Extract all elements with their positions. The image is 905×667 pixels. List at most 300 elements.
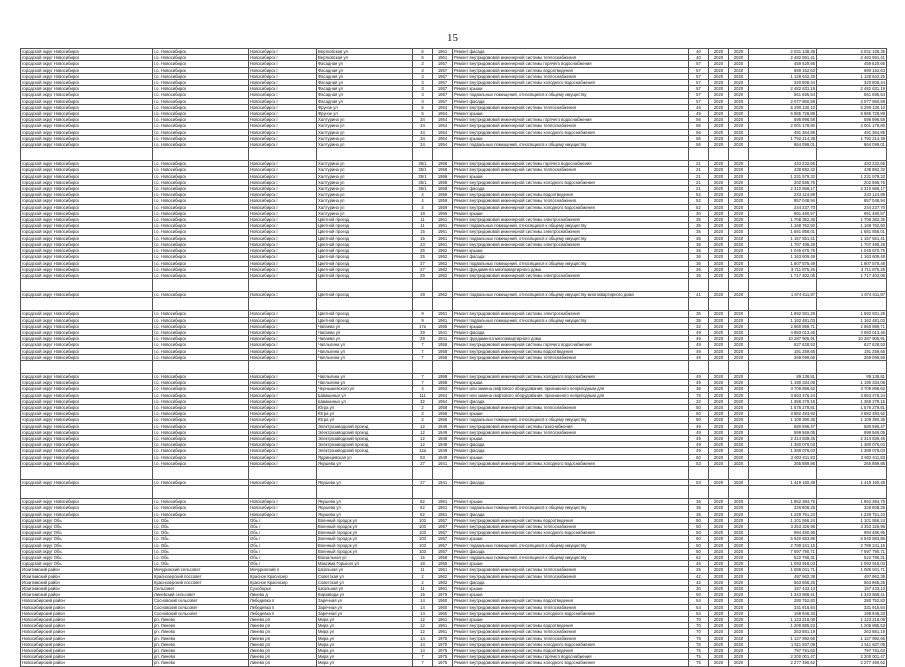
total-cost-cell: 2 077 860,59: [817, 98, 887, 104]
district-cell: городской округ Новосибирск: [21, 354, 153, 360]
house-cell: 3: [413, 73, 433, 79]
locality-cell: Новосибирск г: [249, 86, 317, 92]
cost-cell: 5 290 130,10: [749, 104, 817, 110]
year-start-cell: 2020: [709, 561, 729, 567]
house-cell: 32: [413, 398, 433, 404]
work-type-cell: Ремонт внутридомовой инженерной системы холодного водоснабжения: [453, 610, 689, 616]
locality-cell: Новосибирск г: [249, 292, 317, 298]
year-start-cell: 2020: [709, 104, 729, 110]
year-built-cell: 1958: [433, 380, 453, 386]
house-cell: 103: [413, 517, 433, 523]
spacer-cell: [689, 466, 709, 479]
municipality-cell: г.о. Новосибирск: [153, 49, 249, 55]
year-end-cell: 2020: [729, 92, 749, 98]
total-cost-cell: 1 358 279,15: [817, 398, 887, 404]
work-type-cell: Ремонт крыши: [453, 536, 689, 542]
year-built-cell: 1958: [433, 555, 453, 561]
spacer-cell: [317, 298, 413, 311]
wear-cell: 49: [689, 448, 709, 454]
year-start-cell: 2020: [709, 192, 729, 198]
street-cell: Мира ул: [317, 641, 413, 647]
year-start-cell: 2020: [709, 111, 729, 117]
total-cost-cell: 690 152,63: [817, 67, 887, 73]
total-cost-cell: 433 232,65: [817, 161, 887, 167]
year-start-cell: 2020: [709, 55, 729, 61]
cost-cell: 1 380 076,03: [749, 442, 817, 448]
wear-cell: 54: [689, 604, 709, 610]
work-type-cell: Ремонт внутридомовой инженерной системы горячего водоснабжения: [453, 117, 689, 123]
district-cell: городской округ Новосибирск: [21, 266, 153, 272]
district-cell: городской округ Новосибирск: [21, 248, 153, 254]
total-cost-cell: 3 663 476,24: [817, 392, 887, 398]
year-start-cell: 2020: [709, 329, 729, 335]
total-cost-cell: 269 099,66: [817, 354, 887, 360]
total-cost-cell: 2 277 490,62: [817, 660, 887, 666]
work-type-cell: Ремонт крыши: [453, 435, 689, 441]
spacer-cell: [21, 486, 153, 499]
cost-cell: 3 663 476,24: [749, 392, 817, 398]
street-cell: Чаплыгина ул: [317, 354, 413, 360]
locality-cell: Новосибирск г: [249, 235, 317, 241]
house-cell: 12а: [413, 448, 433, 454]
district-cell: городской округ Новосибирск: [21, 329, 153, 335]
municipality-cell: рп. Линево: [153, 641, 249, 647]
cost-cell: 263 881,19: [749, 629, 817, 635]
year-start-cell: 2020: [709, 598, 729, 604]
municipality-cell: г.о. Новосибирск: [153, 505, 249, 511]
year-built-cell: 1954: [433, 135, 453, 141]
spacer-cell: [729, 486, 749, 499]
year-built-cell: 1961: [433, 317, 453, 323]
year-built-cell: 1962: [433, 248, 453, 254]
work-type-cell: Ремонт фасада: [453, 186, 689, 192]
year-built-cell: 1961: [433, 511, 453, 517]
total-cost-cell: 263 881,19: [817, 629, 887, 635]
year-start-cell: 2020: [709, 373, 729, 379]
district-cell: городской округ Новосибирск: [21, 417, 153, 423]
cost-cell: 1 231 579,32: [749, 173, 817, 179]
total-cost-cell: 1 576 278,81: [817, 404, 887, 410]
year-built-cell: 1962: [433, 266, 453, 272]
district-cell: городской округ Новосибирск: [21, 442, 153, 448]
wear-cell: 60: [689, 454, 709, 460]
locality-cell: Линево рп: [249, 660, 317, 666]
wear-cell: 56: [689, 123, 709, 129]
total-cost-cell: 522 786,31: [817, 555, 887, 561]
wear-cell: 35: [689, 235, 709, 241]
locality-cell: Новосибирск г: [249, 435, 317, 441]
wear-cell: 50: [689, 530, 709, 536]
street-cell: Электрозаводский проезд: [317, 435, 413, 441]
cost-cell: 1 511 837,09: [749, 641, 817, 647]
year-start-cell: 2020: [709, 117, 729, 123]
work-type-cell: Ремонт внутридомовой инженерной системы холодного водоснабжения: [453, 530, 689, 536]
house-cell: 3: [413, 98, 433, 104]
street-cell: Цветной проезд: [317, 248, 413, 254]
district-cell: городской округ Новосибирск: [21, 123, 153, 129]
year-start-cell: 2020: [709, 49, 729, 55]
street-cell: Военный городок ул: [317, 524, 413, 530]
year-end-cell: 2020: [729, 229, 749, 235]
work-type-cell: Ремонт фасада: [453, 548, 689, 554]
street-cell: Цветной проезд: [317, 241, 413, 247]
total-cost-cell: 4 993 013,46: [817, 329, 887, 335]
year-start-cell: 2020: [709, 479, 729, 485]
work-type-cell: Ремонт фасада: [453, 98, 689, 104]
work-type-cell: Ремонт внутридомовой инженерной системы водоотведения: [453, 598, 689, 604]
total-cost-cell: 991 480,57: [817, 210, 887, 216]
district-cell: городской округ Новосибирск: [21, 217, 153, 223]
spacer-cell: [817, 466, 887, 479]
street-cell: Халтурина ул: [317, 123, 413, 129]
total-cost-cell: 244 237,70: [817, 204, 887, 210]
district-cell: городской округ Обь: [21, 530, 153, 536]
wear-cell: 57: [689, 86, 709, 92]
house-cell: 103: [413, 524, 433, 530]
year-end-cell: 2020: [729, 660, 749, 666]
table-body: [21, 49, 887, 667]
house-cell: 7: [413, 380, 433, 386]
total-cost-cell: 1 206 885,53: [817, 623, 887, 629]
municipality-cell: г.о. Новосибирск: [153, 142, 249, 148]
municipality-cell: Сосновский сельсовет: [153, 610, 249, 616]
district-cell: Новосибирский район: [21, 654, 153, 660]
cost-cell: 1 707 496,28: [749, 241, 817, 247]
work-type-cell: Ремонт подвальных помещений, относящихся к общему имуществу: [453, 505, 689, 511]
street-cell: Халтурина ул: [317, 135, 413, 141]
work-type-cell: Ремонт крыши: [453, 210, 689, 216]
wear-cell: 75: [689, 648, 709, 654]
district-cell: городской округ Новосибирск: [21, 317, 153, 323]
district-cell: городской округ Обь: [21, 548, 153, 554]
year-built-cell: 1957: [433, 86, 453, 92]
municipality-cell: г.о. Обь: [153, 517, 249, 523]
table-spacer-row: [21, 360, 887, 373]
street-cell: Заречная ул: [317, 604, 413, 610]
house-cell: 14: [413, 641, 433, 647]
street-cell: Югра ул: [317, 417, 413, 423]
capital-repair-table: [20, 48, 887, 667]
year-end-cell: 2020: [729, 49, 749, 55]
locality-cell: Новосибирск г: [249, 210, 317, 216]
year-built-cell: 1955: [433, 323, 453, 329]
cost-cell: 1 792 214,39: [749, 135, 817, 141]
wear-cell: 49: [689, 423, 709, 429]
street-cell: Школьная ул: [317, 586, 413, 592]
district-cell: городской округ Новосибирск: [21, 429, 153, 435]
municipality-cell: рп. Линево: [153, 629, 249, 635]
municipality-cell: г.о. Новосибирск: [153, 323, 249, 329]
year-end-cell: 2020: [729, 167, 749, 173]
municipality-cell: г.о. Новосибирск: [153, 380, 249, 386]
spacer-cell: [729, 466, 749, 479]
cost-cell: 1 168 762,50: [749, 223, 817, 229]
year-built-cell: 1941: [433, 460, 453, 466]
district-cell: городской округ Новосибирск: [21, 167, 153, 173]
house-cell: 11: [413, 217, 433, 223]
cost-cell: 2 660 899,71: [749, 323, 817, 329]
house-cell: 35/1: [413, 161, 433, 167]
total-cost-cell: 5 290 130,10: [817, 104, 887, 110]
house-cell: 34: [413, 129, 433, 135]
year-built-cell: 1954: [433, 104, 453, 110]
municipality-cell: г.о. Новосибирск: [153, 429, 249, 435]
municipality-cell: г.о. Новосибирск: [153, 173, 249, 179]
spacer-cell: [153, 486, 249, 499]
work-type-cell: Ремонт крыши: [453, 323, 689, 329]
year-built-cell: 1958: [433, 404, 453, 410]
year-start-cell: 2020: [709, 217, 729, 223]
work-type-cell: Ремонт внутридомовой инженерной системы электроснабжения: [453, 272, 689, 278]
year-end-cell: 2020: [729, 254, 749, 260]
work-type-cell: Ремонт или замена лифтового оборудования, признанного непригодным для: [453, 386, 689, 392]
street-cell: Военный городок ул: [317, 530, 413, 536]
locality-cell: Новосибирск г: [249, 448, 317, 454]
year-built-cell: 1962: [433, 292, 453, 298]
year-end-cell: 2020: [729, 235, 749, 241]
house-cell: 35/1: [413, 167, 433, 173]
wear-cell: 75: [689, 654, 709, 660]
spacer-cell: [317, 279, 413, 292]
wear-cell: 45: [689, 561, 709, 567]
work-type-cell: Ремонт внутридомовой инженерной системы холодного водоснабжения: [453, 129, 689, 135]
house-cell: 11: [413, 223, 433, 229]
cost-cell: 3 709 896,62: [749, 386, 817, 392]
house-cell: 29: [413, 336, 433, 342]
municipality-cell: г.о. Новосибирск: [153, 111, 249, 117]
cost-cell: 1 157 551,41: [749, 235, 817, 241]
district-cell: городской округ Новосибирск: [21, 336, 153, 342]
locality-cell: Новосибирск г: [249, 272, 317, 278]
cost-cell: 2 031 138,35: [749, 49, 817, 55]
street-cell: Халтурина ул: [317, 192, 413, 198]
cost-cell: 1 717 402,06: [749, 272, 817, 278]
year-built-cell: 1975: [433, 648, 453, 654]
locality-cell: Новосибирск г: [249, 179, 317, 185]
municipality-cell: г.о. Новосибирск: [153, 460, 249, 466]
locality-cell: Новосибирск г: [249, 192, 317, 198]
locality-cell: Лебедевка п: [249, 610, 317, 616]
total-cost-cell: 2 602 611,83: [817, 454, 887, 460]
total-cost-cell: 1 086 041,71: [817, 567, 887, 573]
wear-cell: 57: [689, 80, 709, 86]
locality-cell: Новосибирск г: [249, 311, 317, 317]
work-type-cell: Ремонт фундамента многоквартирного дома: [453, 266, 689, 272]
locality-cell: Новосибирск г: [249, 173, 317, 179]
house-cell: 4: [413, 198, 433, 204]
locality-cell: Обь г: [249, 548, 317, 554]
work-type-cell: Ремонт внутридомовой инженерной системы теплоснабжения: [453, 73, 689, 79]
spacer-cell: [749, 298, 817, 311]
locality-cell: Новосибирск г: [249, 217, 317, 223]
locality-cell: Красное Краснозер: [249, 579, 317, 585]
cost-cell: 563 866,25: [749, 579, 817, 585]
street-cell: Советская ул: [317, 579, 413, 585]
locality-cell: Новосибирск г: [249, 404, 317, 410]
total-cost-cell: 580 596,47: [817, 423, 887, 429]
municipality-cell: г.о. Обь: [153, 548, 249, 554]
wear-cell: 35: [689, 317, 709, 323]
total-cost-cell: 596 996,58: [817, 117, 887, 123]
district-cell: городской округ Новосибирск: [21, 342, 153, 348]
street-cell: Халтурина ул: [317, 179, 413, 185]
wear-cell: 45: [689, 104, 709, 110]
year-built-cell: 1961: [433, 217, 453, 223]
year-start-cell: 2020: [709, 573, 729, 579]
district-cell: городской округ Новосибирск: [21, 104, 153, 110]
house-cell: 15: [413, 592, 433, 598]
year-start-cell: 2020: [709, 223, 729, 229]
year-end-cell: 2020: [729, 610, 749, 616]
house-cell: 62: [413, 511, 433, 517]
cost-cell: 2 789 241,15: [749, 542, 817, 548]
wear-cell: 35: [689, 217, 709, 223]
locality-cell: Новосибирск г: [249, 499, 317, 505]
year-built-cell: 1975: [433, 641, 453, 647]
year-end-cell: 2020: [729, 386, 749, 392]
total-cost-cell: 561 695,54: [817, 92, 887, 98]
spacer-cell: [817, 360, 887, 373]
year-end-cell: 2020: [729, 586, 749, 592]
year-start-cell: 2020: [709, 179, 729, 185]
year-end-cell: 2020: [729, 210, 749, 216]
street-cell: Фасадная ул: [317, 92, 413, 98]
street-cell: Чапаева ул: [317, 336, 413, 342]
year-built-cell: 1958: [433, 342, 453, 348]
wear-cell: 30: [689, 210, 709, 216]
year-built-cell: 1961: [433, 499, 453, 505]
wear-cell: 70: [689, 617, 709, 623]
total-cost-cell: 3 709 896,62: [817, 386, 887, 392]
spacer-cell: [453, 148, 689, 161]
street-cell: Югра ул: [317, 404, 413, 410]
cost-cell: 497 962,39: [749, 573, 817, 579]
wear-cell: 75: [689, 392, 709, 398]
total-cost-cell: 1 708 362,35: [817, 217, 887, 223]
locality-cell: Новосибирск г: [249, 129, 317, 135]
work-type-cell: Ремонт крыши: [453, 173, 689, 179]
year-end-cell: 2020: [729, 398, 749, 404]
total-cost-cell: 3 711 875,25: [817, 266, 887, 272]
house-cell: 14: [413, 604, 433, 610]
year-start-cell: 2020: [709, 617, 729, 623]
cost-cell: 233 124,89: [749, 192, 817, 198]
house-cell: 35/1: [413, 186, 433, 192]
district-cell: городской округ Новосибирск: [21, 323, 153, 329]
municipality-cell: г.о. Новосибирск: [153, 117, 249, 123]
street-cell: Цветной проезд: [317, 260, 413, 266]
wear-cell: 21: [689, 173, 709, 179]
wear-cell: 32: [689, 323, 709, 329]
total-cost-cell: 627 628,53: [817, 342, 887, 348]
district-cell: городской округ Новосибирск: [21, 254, 153, 260]
work-type-cell: Ремонт подвальных помещений, относящихся к общему имуществу: [453, 92, 689, 98]
total-cost-cell: 326 808,25: [817, 505, 887, 511]
house-cell: 62: [413, 499, 433, 505]
district-cell: городской округ Новосибирск: [21, 67, 153, 73]
year-end-cell: 2020: [729, 173, 749, 179]
year-end-cell: 2020: [729, 561, 749, 567]
wear-cell: 53: [689, 460, 709, 466]
municipality-cell: г.о. Новосибирск: [153, 499, 249, 505]
spacer-cell: [453, 298, 689, 311]
municipality-cell: г.о. Обь: [153, 542, 249, 548]
street-cell: Максима Горького ул: [317, 561, 413, 567]
spacer-cell: [749, 466, 817, 479]
wear-cell: 57: [689, 73, 709, 79]
cost-cell: 2 001 178,80: [749, 123, 817, 129]
district-cell: Искитимский район: [21, 567, 153, 573]
year-start-cell: 2020: [709, 98, 729, 104]
spacer-cell: [317, 466, 413, 479]
spacer-cell: [817, 148, 887, 161]
district-cell: городской округ Новосибирск: [21, 129, 153, 135]
cost-cell: 797 781,63: [749, 648, 817, 654]
wear-cell: 36: [689, 499, 709, 505]
total-cost-cell: 2 310 868,17: [817, 186, 887, 192]
work-type-cell: Ремонт внутридомовой инженерной системы газоснабжения: [453, 423, 689, 429]
year-end-cell: 2020: [729, 517, 749, 523]
year-start-cell: 2020: [709, 579, 729, 585]
wear-cell: 57: [689, 98, 709, 104]
municipality-cell: г.о. Новосибирск: [153, 248, 249, 254]
locality-cell: Новосибирск г: [249, 186, 317, 192]
year-start-cell: 2020: [709, 380, 729, 386]
district-cell: городской округ Новосибирск: [21, 192, 153, 198]
municipality-cell: г.о. Новосибирск: [153, 329, 249, 335]
year-end-cell: 2020: [729, 524, 749, 530]
district-cell: Новосибирский район: [21, 660, 153, 666]
street-cell: Военный городок ул: [317, 548, 413, 554]
district-cell: городской округ Новосибирск: [21, 380, 153, 386]
locality-cell: Новосибирск г: [249, 398, 317, 404]
year-end-cell: 2020: [729, 198, 749, 204]
street-cell: Школьная ул: [317, 567, 413, 573]
total-cost-cell: 6 985 728,89: [817, 111, 887, 117]
house-cell: 7: [413, 348, 433, 354]
year-end-cell: 2020: [729, 73, 749, 79]
work-type-cell: Ремонт фасада: [453, 511, 689, 517]
year-built-cell: 1958: [433, 186, 453, 192]
total-cost-cell: 2 031 138,35: [817, 49, 887, 55]
locality-cell: Новосибирск г: [249, 417, 317, 423]
wear-cell: 21: [689, 186, 709, 192]
total-cost-cell: 198 946,33: [817, 610, 887, 616]
year-start-cell: 2020: [709, 86, 729, 92]
year-built-cell: 1955: [433, 561, 453, 567]
wear-cell: 21: [689, 167, 709, 173]
cost-cell: 1 681 858,01: [749, 229, 817, 235]
street-cell: Мира ул: [317, 660, 413, 666]
wear-cell: 35: [689, 223, 709, 229]
street-cell: Якушева ул: [317, 479, 413, 485]
street-cell: Чаплыгина ул: [317, 380, 413, 386]
spacer-cell: [729, 148, 749, 161]
wear-cell: 49: [689, 373, 709, 379]
total-cost-cell: 1 101 556,24: [817, 517, 887, 523]
work-type-cell: Ремонт крыши: [453, 586, 689, 592]
work-type-cell: Ремонт внутридомовой инженерной системы теплоснабжения: [453, 354, 689, 360]
locality-cell: Новосибирск г: [249, 98, 317, 104]
spacer-cell: [249, 148, 317, 161]
year-start-cell: 2020: [709, 161, 729, 167]
house-cell: 4: [413, 204, 433, 210]
work-type-cell: Ремонт внутридомовой инженерной системы теплоснабжения: [453, 567, 689, 573]
wear-cell: 52: [689, 192, 709, 198]
district-cell: городской округ Новосибирск: [21, 198, 153, 204]
cost-cell: 1 162 481,03: [749, 317, 817, 323]
municipality-cell: Краснозерский поссовет: [153, 579, 249, 585]
